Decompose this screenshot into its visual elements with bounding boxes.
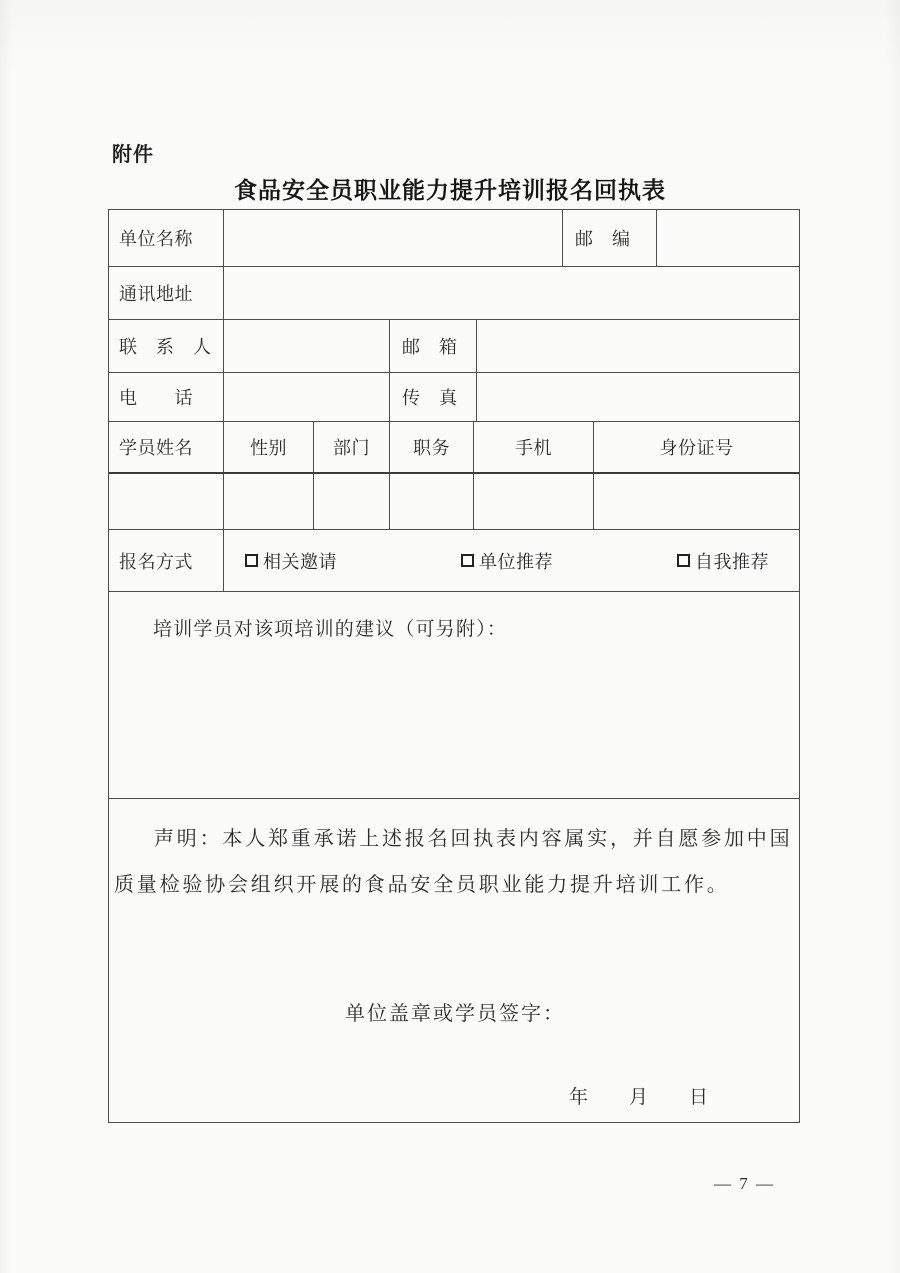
- student-name-field[interactable]: [109, 474, 223, 529]
- row-suggestion: [109, 591, 799, 798]
- mobile-field[interactable]: [473, 474, 593, 529]
- phone-field[interactable]: [223, 373, 389, 421]
- row-registration-method: [109, 529, 799, 591]
- id-number-header: 身份证号: [593, 422, 799, 472]
- address-field[interactable]: [223, 267, 799, 319]
- phone-label: 电 话: [119, 388, 193, 408]
- checkbox-icon[interactable]: [245, 554, 258, 567]
- row-declaration: [109, 798, 799, 1122]
- postal-code-label: 邮 编: [562, 210, 656, 266]
- option-self-recommended[interactable]: [677, 548, 769, 574]
- registration-options: [223, 530, 799, 591]
- checkbox-icon[interactable]: [461, 554, 474, 567]
- declaration-area: [109, 799, 799, 1122]
- department-header: 部门: [313, 422, 389, 472]
- postal-code-field[interactable]: [656, 210, 799, 266]
- signature-label: 单位盖章或学员签字：: [345, 1003, 565, 1025]
- address-label: 通讯地址: [119, 284, 193, 304]
- suggestion-area[interactable]: [109, 592, 799, 798]
- row-student-entry: [109, 472, 799, 529]
- option-unit-recommended[interactable]: [461, 548, 553, 574]
- form-title: 食品安全员职业能力提升培训报名回执表: [234, 177, 666, 203]
- attachment-label: 附件: [112, 144, 154, 166]
- position-field[interactable]: [389, 474, 473, 529]
- email-field[interactable]: [476, 320, 799, 372]
- unit-name-field[interactable]: [223, 210, 562, 266]
- fax-field[interactable]: [476, 373, 799, 421]
- student-name-header: 学员姓名: [119, 438, 193, 458]
- email-label: 邮 箱: [389, 320, 476, 372]
- row-address: [109, 266, 799, 319]
- checkbox-icon[interactable]: [677, 554, 690, 567]
- row-contact: [109, 319, 799, 372]
- registration-form-table: [108, 209, 800, 1123]
- row-student-header: [109, 421, 799, 472]
- department-field[interactable]: [313, 474, 389, 529]
- sex-header: 性别: [223, 422, 313, 472]
- mobile-header: 手机: [473, 422, 593, 472]
- declaration-text: 声明：本人郑重承诺上述报名回执表内容属实，并自愿参加中国质量检验协会组织开展的食品安全员职业能力提升培训工作。: [114, 828, 793, 896]
- suggestion-label: 培训学员对该项培训的建议（可另附）：: [153, 619, 508, 640]
- contact-person-label: 联 系 人: [119, 337, 212, 357]
- option-invited-label: 相关邀请: [263, 551, 337, 572]
- row-phone: [109, 372, 799, 421]
- option-self-recommended-label: 自我推荐: [695, 551, 769, 572]
- id-number-field[interactable]: [593, 474, 799, 529]
- unit-name-label: 单位名称: [119, 229, 193, 249]
- page-number: — 7 —: [714, 1174, 775, 1193]
- contact-person-field[interactable]: [223, 320, 389, 372]
- fax-label: 传 真: [389, 373, 476, 421]
- sex-field[interactable]: [223, 474, 313, 529]
- date-label: 年 月 日: [569, 1087, 710, 1108]
- position-header: 职务: [389, 422, 473, 472]
- option-invited[interactable]: [245, 548, 337, 574]
- option-unit-recommended-label: 单位推荐: [479, 551, 553, 572]
- row-unit-name: [109, 210, 799, 266]
- registration-method-label: 报名方式: [119, 551, 193, 572]
